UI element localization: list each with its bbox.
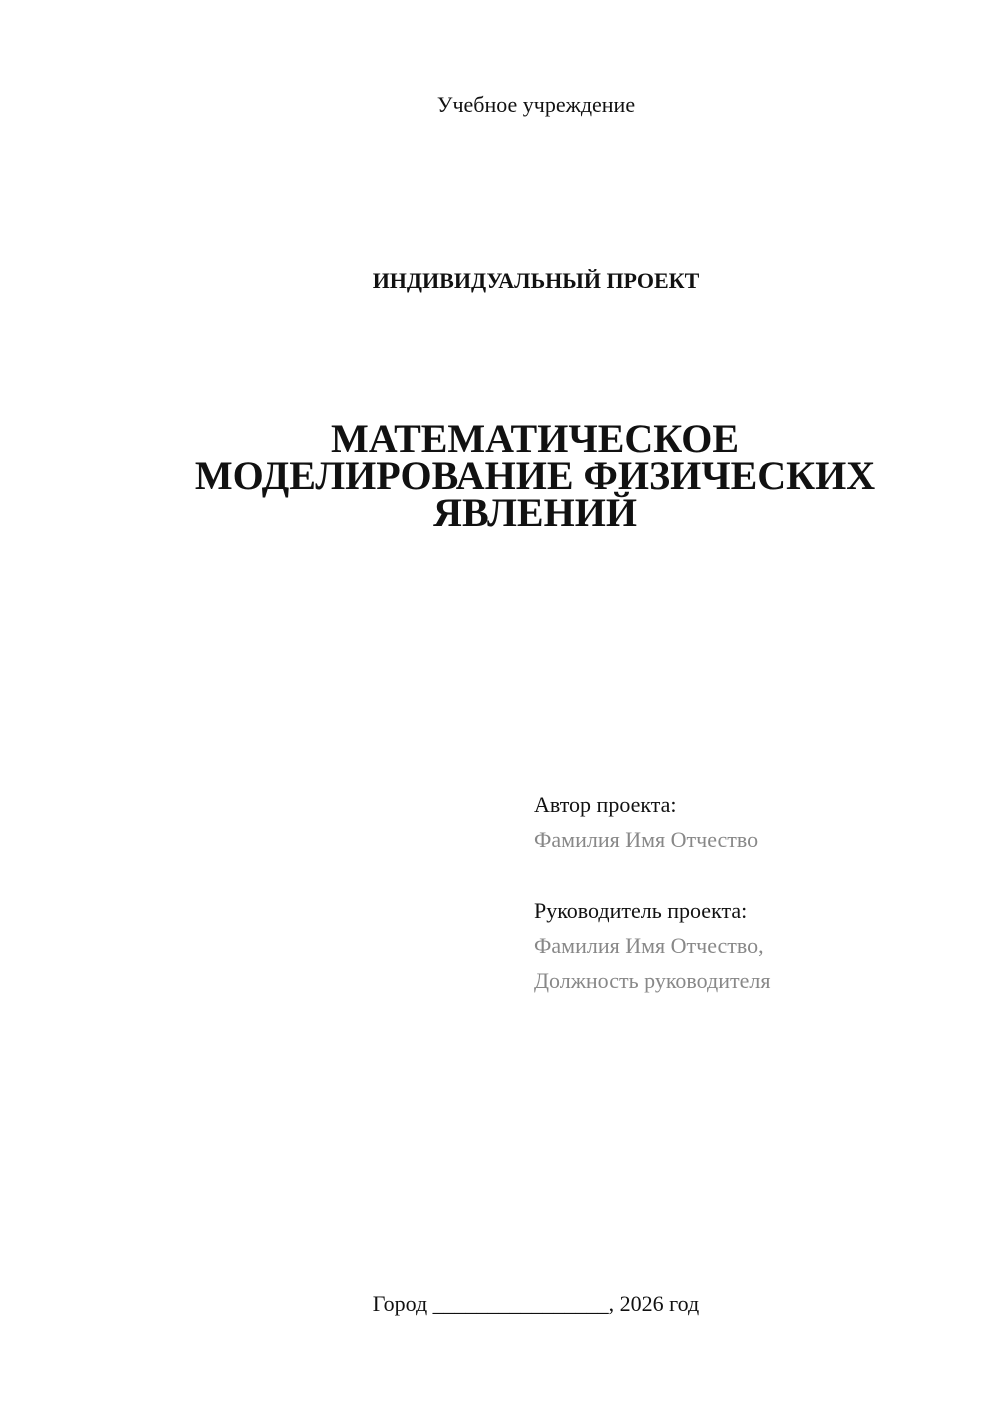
city-year-footer: Город ________________, 2026 год	[372, 1291, 700, 1316]
supervisor-position: Должность руководителя	[534, 968, 771, 993]
project-info-block	[534, 787, 974, 998]
project-title-line: МАТЕМАТИЧЕСКОЕ	[330, 416, 740, 461]
project-title	[150, 416, 920, 535]
project-title-line: МОДЕЛИРОВАНИЕ ФИЗИЧЕСКИХ	[194, 453, 876, 498]
supervisor-label: Руководитель проекта:	[534, 898, 748, 923]
spacer	[534, 857, 974, 893]
author-label: Автор проекта:	[534, 792, 677, 817]
supervisor-name: Фамилия Имя Отчество,	[534, 933, 764, 958]
project-kind: ИНДИВИДУАЛЬНЫЙ ПРОЕКТ	[372, 268, 700, 293]
institution-name: Учебное учреждение	[436, 92, 636, 117]
project-title-line: ЯВЛЕНИЙ	[433, 490, 637, 535]
author-name: Фамилия Имя Отчество	[534, 827, 759, 852]
